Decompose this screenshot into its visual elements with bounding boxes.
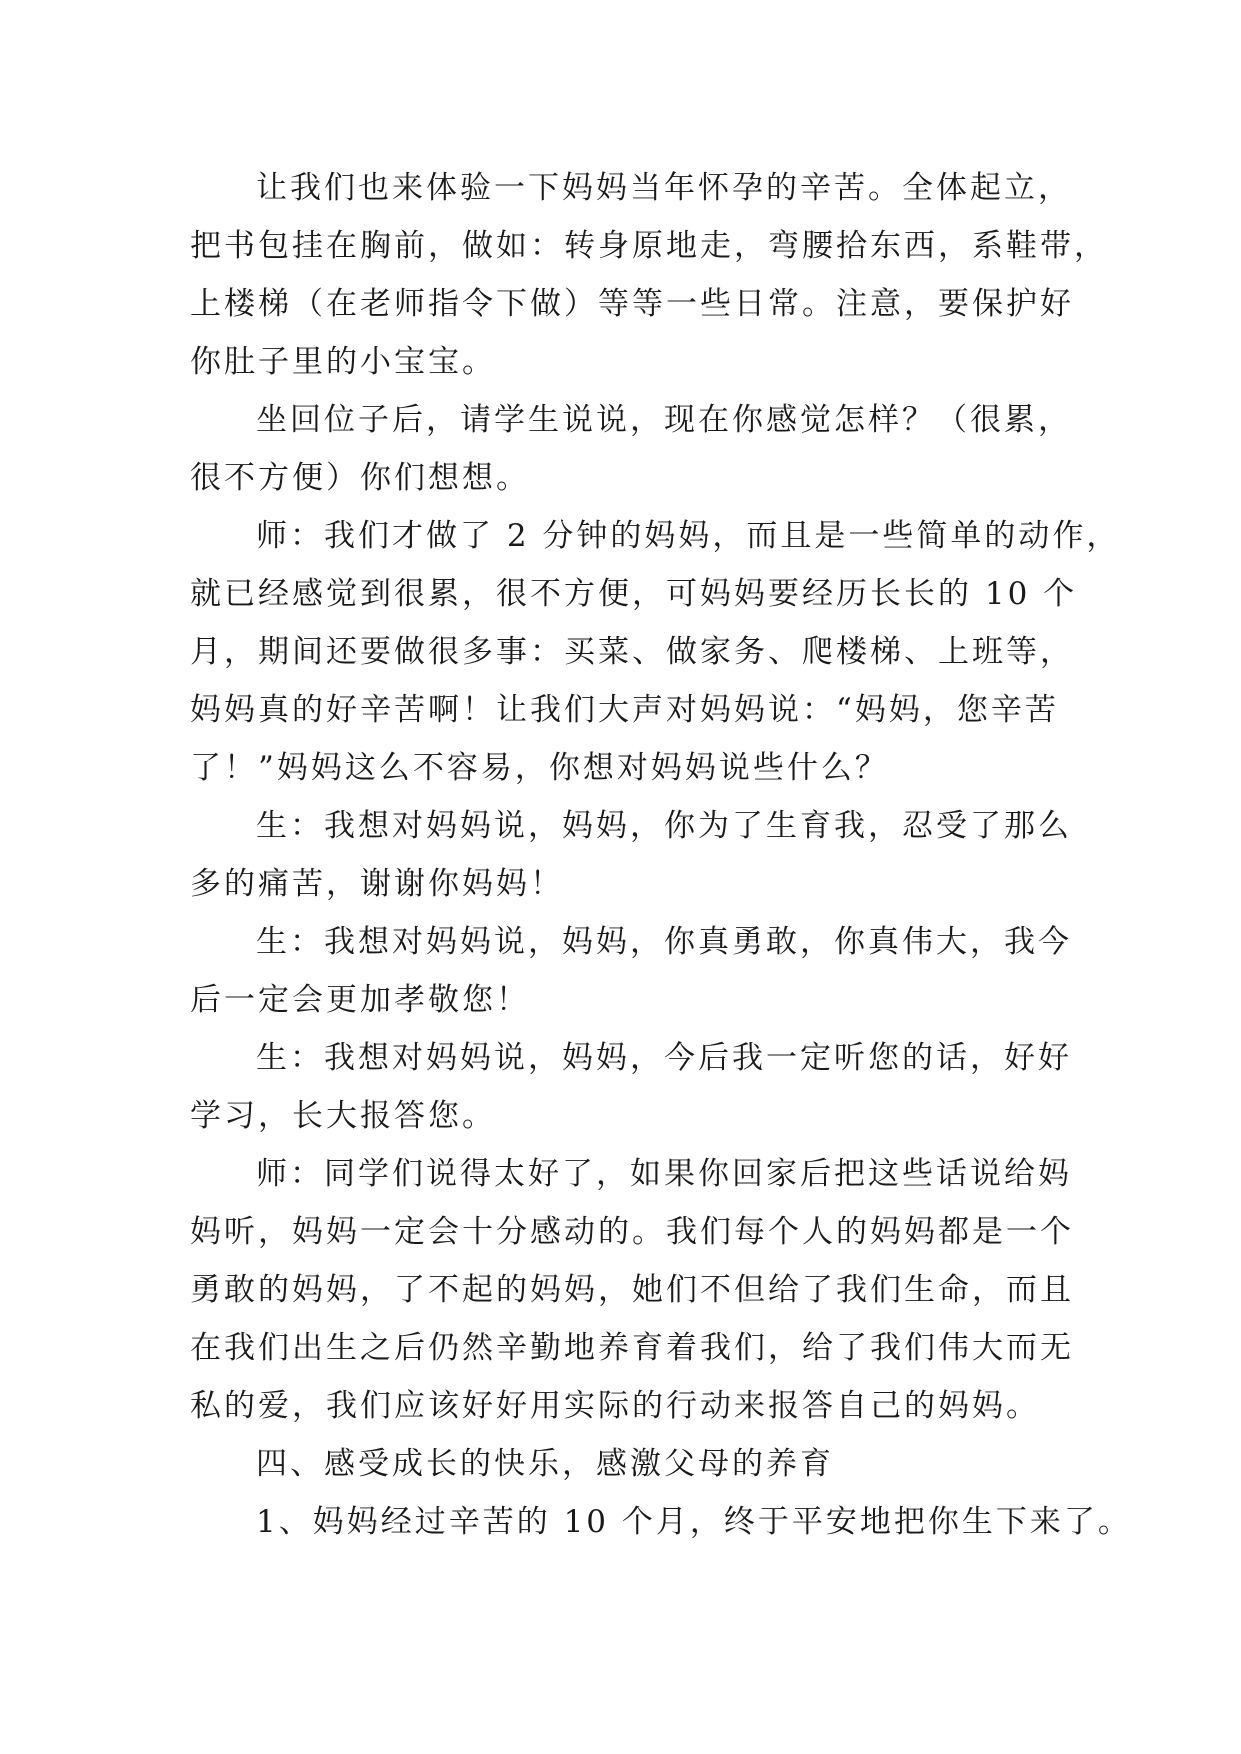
text-line: 1、妈妈经过辛苦的 10 个月，终于平安地把你生下来了。 (256, 1504, 1132, 1540)
text-line: 生：我想对妈妈说，妈妈，今后我一定听您的话，好好 (256, 1040, 1072, 1076)
text-line: 学习，长大报答您。 (190, 1098, 496, 1134)
text-line: 了！”妈妈这么不容易，你想对妈妈说些什么？ (190, 750, 889, 786)
text-line: 妈妈真的好辛苦啊！让我们大声对妈妈说：“妈妈，您辛苦 (190, 692, 1059, 728)
text-line: 后一定会更加孝敬您！ (190, 982, 530, 1018)
text-line: 月，期间还要做很多事：买菜、做家务、爬楼梯、上班等， (190, 634, 1074, 670)
text-line: 上楼梯（在老师指令下做）等等一些日常。注意，要保护好 (190, 286, 1074, 322)
text-line: 妈听，妈妈一定会十分感动的。我们每个人的妈妈都是一个 (190, 1214, 1074, 1250)
text-line: 师：同学们说得太好了，如果你回家后把这些话说给妈 (256, 1156, 1072, 1192)
text-line: 勇敢的妈妈，了不起的妈妈，她们不但给了我们生命，而且 (190, 1272, 1074, 1308)
text-line: 你肚子里的小宝宝。 (190, 344, 496, 380)
text-line: 很不方便）你们想想。 (190, 460, 530, 496)
text-line: 把书包挂在胸前，做如：转身原地走，弯腰拾东西，系鞋带， (190, 228, 1108, 264)
section-heading: 四、感受成长的快乐，感激父母的养育 (256, 1446, 834, 1482)
text-line: 多的痛苦，谢谢你妈妈！ (190, 866, 564, 902)
text-line: 师：我们才做了 2 分钟的妈妈，而且是一些简单的动作， (256, 518, 1121, 554)
text-line: 在我们出生之后仍然辛勤地养育着我们，给了我们伟大而无 (190, 1330, 1074, 1366)
text-line: 让我们也来体验一下妈妈当年怀孕的辛苦。全体起立， (256, 170, 1072, 206)
text-line: 生：我想对妈妈说，妈妈，你为了生育我，忍受了那么 (256, 808, 1072, 844)
text-line: 就已经感觉到很累，很不方便，可妈妈要经历长长的 10 个 (190, 576, 1078, 612)
text-line: 坐回位子后，请学生说说，现在你感觉怎样？（很累， (256, 402, 1072, 438)
text-line: 生：我想对妈妈说，妈妈，你真勇敢，你真伟大，我今 (256, 924, 1072, 960)
text-line: 私的爱，我们应该好好用实际的行动来报答自己的妈妈。 (190, 1388, 1040, 1424)
